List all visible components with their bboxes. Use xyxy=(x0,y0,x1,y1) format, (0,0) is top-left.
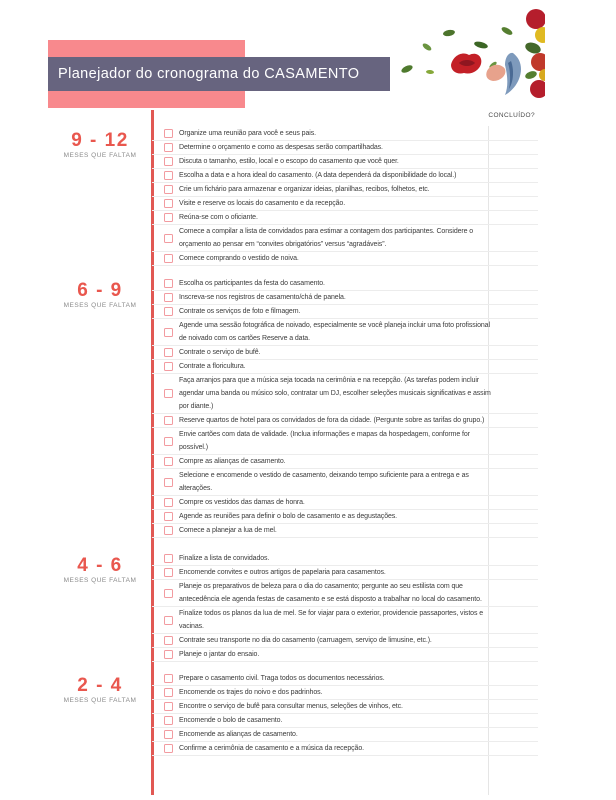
section-6-9 xyxy=(0,277,616,538)
checklist-item xyxy=(152,686,538,700)
item-text: Contrate a floricultura. xyxy=(179,363,246,370)
checklist-item xyxy=(152,319,538,346)
item-text: Comece comprando o vestido de noiva. xyxy=(179,255,299,262)
section-label xyxy=(0,672,152,756)
item-checkbox[interactable] xyxy=(164,478,173,487)
item-text: Agende as reuniões para definir o bolo de casamento e as degustações. xyxy=(179,513,398,520)
item-checkbox[interactable] xyxy=(164,674,173,683)
item-checkbox[interactable] xyxy=(164,307,173,316)
item-checkbox[interactable] xyxy=(164,636,173,645)
page-title-bar xyxy=(48,57,390,91)
checklist-item xyxy=(152,634,538,648)
item-text: Visite e reserve os locais do casamento e da recepção. xyxy=(179,200,346,207)
section-items xyxy=(152,277,538,538)
section-range-label: 9 - 12 xyxy=(71,130,129,151)
item-text: Determine o orçamento e como as despesas serão compartilhadas. xyxy=(179,144,383,151)
item-text: Escolha a data e a hora ideal do casamento. (A data dependerá da disponibilidade do local.) xyxy=(179,172,457,179)
item-checkbox[interactable] xyxy=(164,234,173,243)
item-text: Reúna-se com o oficiante. xyxy=(179,214,258,221)
item-text: Encomende as alianças de casamento. xyxy=(179,731,298,738)
checklist-item xyxy=(152,169,538,183)
item-checkbox[interactable] xyxy=(164,744,173,753)
section-4-6 xyxy=(0,552,616,662)
item-checkbox[interactable] xyxy=(164,716,173,725)
checklist-item xyxy=(152,183,538,197)
section-sublabel: MESES QUE FALTAM xyxy=(63,302,137,309)
checklist-item xyxy=(152,374,538,414)
item-checkbox[interactable] xyxy=(164,730,173,739)
checklist-item xyxy=(152,714,538,728)
item-checkbox[interactable] xyxy=(164,457,173,466)
item-checkbox[interactable] xyxy=(164,362,173,371)
item-text: Encomende o bolo de casamento. xyxy=(179,717,283,724)
item-checkbox[interactable] xyxy=(164,512,173,521)
checklist-item xyxy=(152,155,538,169)
checklist-item xyxy=(152,291,538,305)
checklist-item xyxy=(152,277,538,291)
section-range-label: 6 - 9 xyxy=(77,280,123,301)
item-text: Planeje o jantar do ensaio. xyxy=(179,651,260,658)
item-checkbox[interactable] xyxy=(164,437,173,446)
item-text: Confirme a cerimônia de casamento e a música da recepção. xyxy=(179,745,364,752)
section-2-4 xyxy=(0,672,616,756)
item-checkbox[interactable] xyxy=(164,389,173,398)
item-checkbox[interactable] xyxy=(164,702,173,711)
item-text: Crie um fichário para armazenar e organizar ideias, planilhas, recibos, folhetos, etc. xyxy=(179,186,430,193)
checklist-item xyxy=(152,469,538,496)
checklist-item xyxy=(152,197,538,211)
checklist-item xyxy=(152,455,538,469)
checklist-item xyxy=(152,360,538,374)
item-text: Comece a compilar a lista de convidados para estimar a contagem dos participantes. Considere o orçamento ao pensar em “convites obrigatórios” versus “agradáveis”. xyxy=(179,228,474,248)
item-text: Encomende os trajes do noivo e dos padrinhos. xyxy=(179,689,323,696)
checklist-item xyxy=(152,580,538,607)
section-items xyxy=(152,552,538,662)
item-checkbox[interactable] xyxy=(164,171,173,180)
section-label xyxy=(0,127,152,266)
item-text: Contrate o serviço de bufê. xyxy=(179,349,261,356)
checklist-item xyxy=(152,566,538,580)
item-checkbox[interactable] xyxy=(164,279,173,288)
item-checkbox[interactable] xyxy=(164,157,173,166)
checklist-item xyxy=(152,496,538,510)
checklist-item xyxy=(152,607,538,634)
item-text: Prepare o casamento civil. Traga todos os documentos necessários. xyxy=(179,675,385,682)
section-sublabel: MESES QUE FALTAM xyxy=(63,152,137,159)
item-text: Contrate seu transporte no dia do casamento (carruagem, serviço de limusine, etc.). xyxy=(179,637,432,644)
item-checkbox[interactable] xyxy=(164,688,173,697)
section-label xyxy=(0,552,152,662)
checklist-item xyxy=(152,225,538,252)
item-text: Finalize todos os planos da lua de mel. Se for viajar para o exterior, providencie passaportes, vistos e vacinas. xyxy=(179,610,483,630)
section-9-12 xyxy=(0,127,616,266)
item-checkbox[interactable] xyxy=(164,348,173,357)
item-text: Escolha os participantes da festa do casamento. xyxy=(179,280,325,287)
section-items xyxy=(152,672,538,756)
item-checkbox[interactable] xyxy=(164,213,173,222)
item-checkbox[interactable] xyxy=(164,199,173,208)
item-checkbox[interactable] xyxy=(164,526,173,535)
section-sublabel: MESES QUE FALTAM xyxy=(63,697,137,704)
item-checkbox[interactable] xyxy=(164,554,173,563)
item-text: Faça arranjos para que a música seja tocada na cerimônia e na recepção. (As tarefas podem incluir agendar uma banda ou músico solo, contratar um DJ, escolher seleções musicais significativas e assim por diante.) xyxy=(179,377,491,410)
checklist-item xyxy=(152,305,538,319)
section-range-label: 4 - 6 xyxy=(77,555,123,576)
item-checkbox[interactable] xyxy=(164,293,173,302)
item-text: Compre os vestidos das damas de honra. xyxy=(179,499,305,506)
checklist-item xyxy=(152,510,538,524)
section-sublabel: MESES QUE FALTAM xyxy=(63,577,137,584)
item-text: Compre as alianças de casamento. xyxy=(179,458,286,465)
checklist-item xyxy=(152,672,538,686)
checklist-item xyxy=(152,648,538,662)
item-text: Selecione e encomende o vestido de casamento, deixando tempo suficiente para a entrega e as alterações. xyxy=(179,472,469,492)
item-checkbox[interactable] xyxy=(164,616,173,625)
item-checkbox[interactable] xyxy=(164,185,173,194)
checklist-item xyxy=(152,141,538,155)
item-text: Planeje os preparativos de beleza para o dia do casamento; pergunte ao seu estilista com que antecedência ele agenda festas de casamento e se está disposto a trabalhar no local do casamento. xyxy=(179,583,482,603)
checklist-item xyxy=(152,524,538,538)
checklist-item xyxy=(152,700,538,714)
section-range-label: 2 - 4 xyxy=(77,675,123,696)
item-checkbox[interactable] xyxy=(164,143,173,152)
section-label xyxy=(0,277,152,538)
item-checkbox[interactable] xyxy=(164,129,173,138)
checklist xyxy=(0,127,616,756)
item-checkbox[interactable] xyxy=(164,568,173,577)
item-checkbox[interactable] xyxy=(164,650,173,659)
item-checkbox[interactable] xyxy=(164,328,173,337)
checklist-item xyxy=(152,414,538,428)
item-checkbox[interactable] xyxy=(164,498,173,507)
section-items xyxy=(152,127,538,266)
item-text: Encomende convites e outros artigos de papelaria para casamentos. xyxy=(179,569,386,576)
item-text: Organize uma reunião para você e seus pais. xyxy=(179,130,316,137)
checklist-item xyxy=(152,127,538,141)
completed-column-header: CONCLUÍDO? xyxy=(488,112,535,119)
checklist-item xyxy=(152,552,538,566)
item-checkbox[interactable] xyxy=(164,589,173,598)
checklist-item xyxy=(152,428,538,455)
item-text: Encontre o serviço de bufê para consultar menus, seleções de vinhos, etc. xyxy=(179,703,403,710)
flowers-decoration xyxy=(393,5,545,105)
checklist-item xyxy=(152,211,538,225)
checklist-item xyxy=(152,728,538,742)
checklist-item xyxy=(152,346,538,360)
item-text: Finalize a lista de convidados. xyxy=(179,555,270,562)
item-text: Agende uma sessão fotográfica de noivado, especialmente se você planeja incluir uma foto profissional de noivado com os cartões Reserve a data. xyxy=(179,322,490,342)
item-text: Inscreva-se nos registros de casamento/chá de panela. xyxy=(179,294,346,301)
item-text: Envie cartões com data de validade. (Inclua informações e mapas da hospedagem, conforme for possível.) xyxy=(179,431,470,451)
item-checkbox[interactable] xyxy=(164,254,173,263)
checklist-item xyxy=(152,742,538,756)
checklist-item xyxy=(152,252,538,266)
item-text: Discuta o tamanho, estilo, local e o escopo do casamento que você quer. xyxy=(179,158,399,165)
item-text: Comece a planejar a lua de mel. xyxy=(179,527,277,534)
page-title: Planejador do cronograma do CASAMENTO xyxy=(58,66,360,82)
item-text: Reserve quartos de hotel para os convidados de fora da cidade. (Pergunte sobre as tarifas do grupo.) xyxy=(179,417,485,424)
item-text: Contrate os serviços de foto e filmagem. xyxy=(179,308,301,315)
item-checkbox[interactable] xyxy=(164,416,173,425)
